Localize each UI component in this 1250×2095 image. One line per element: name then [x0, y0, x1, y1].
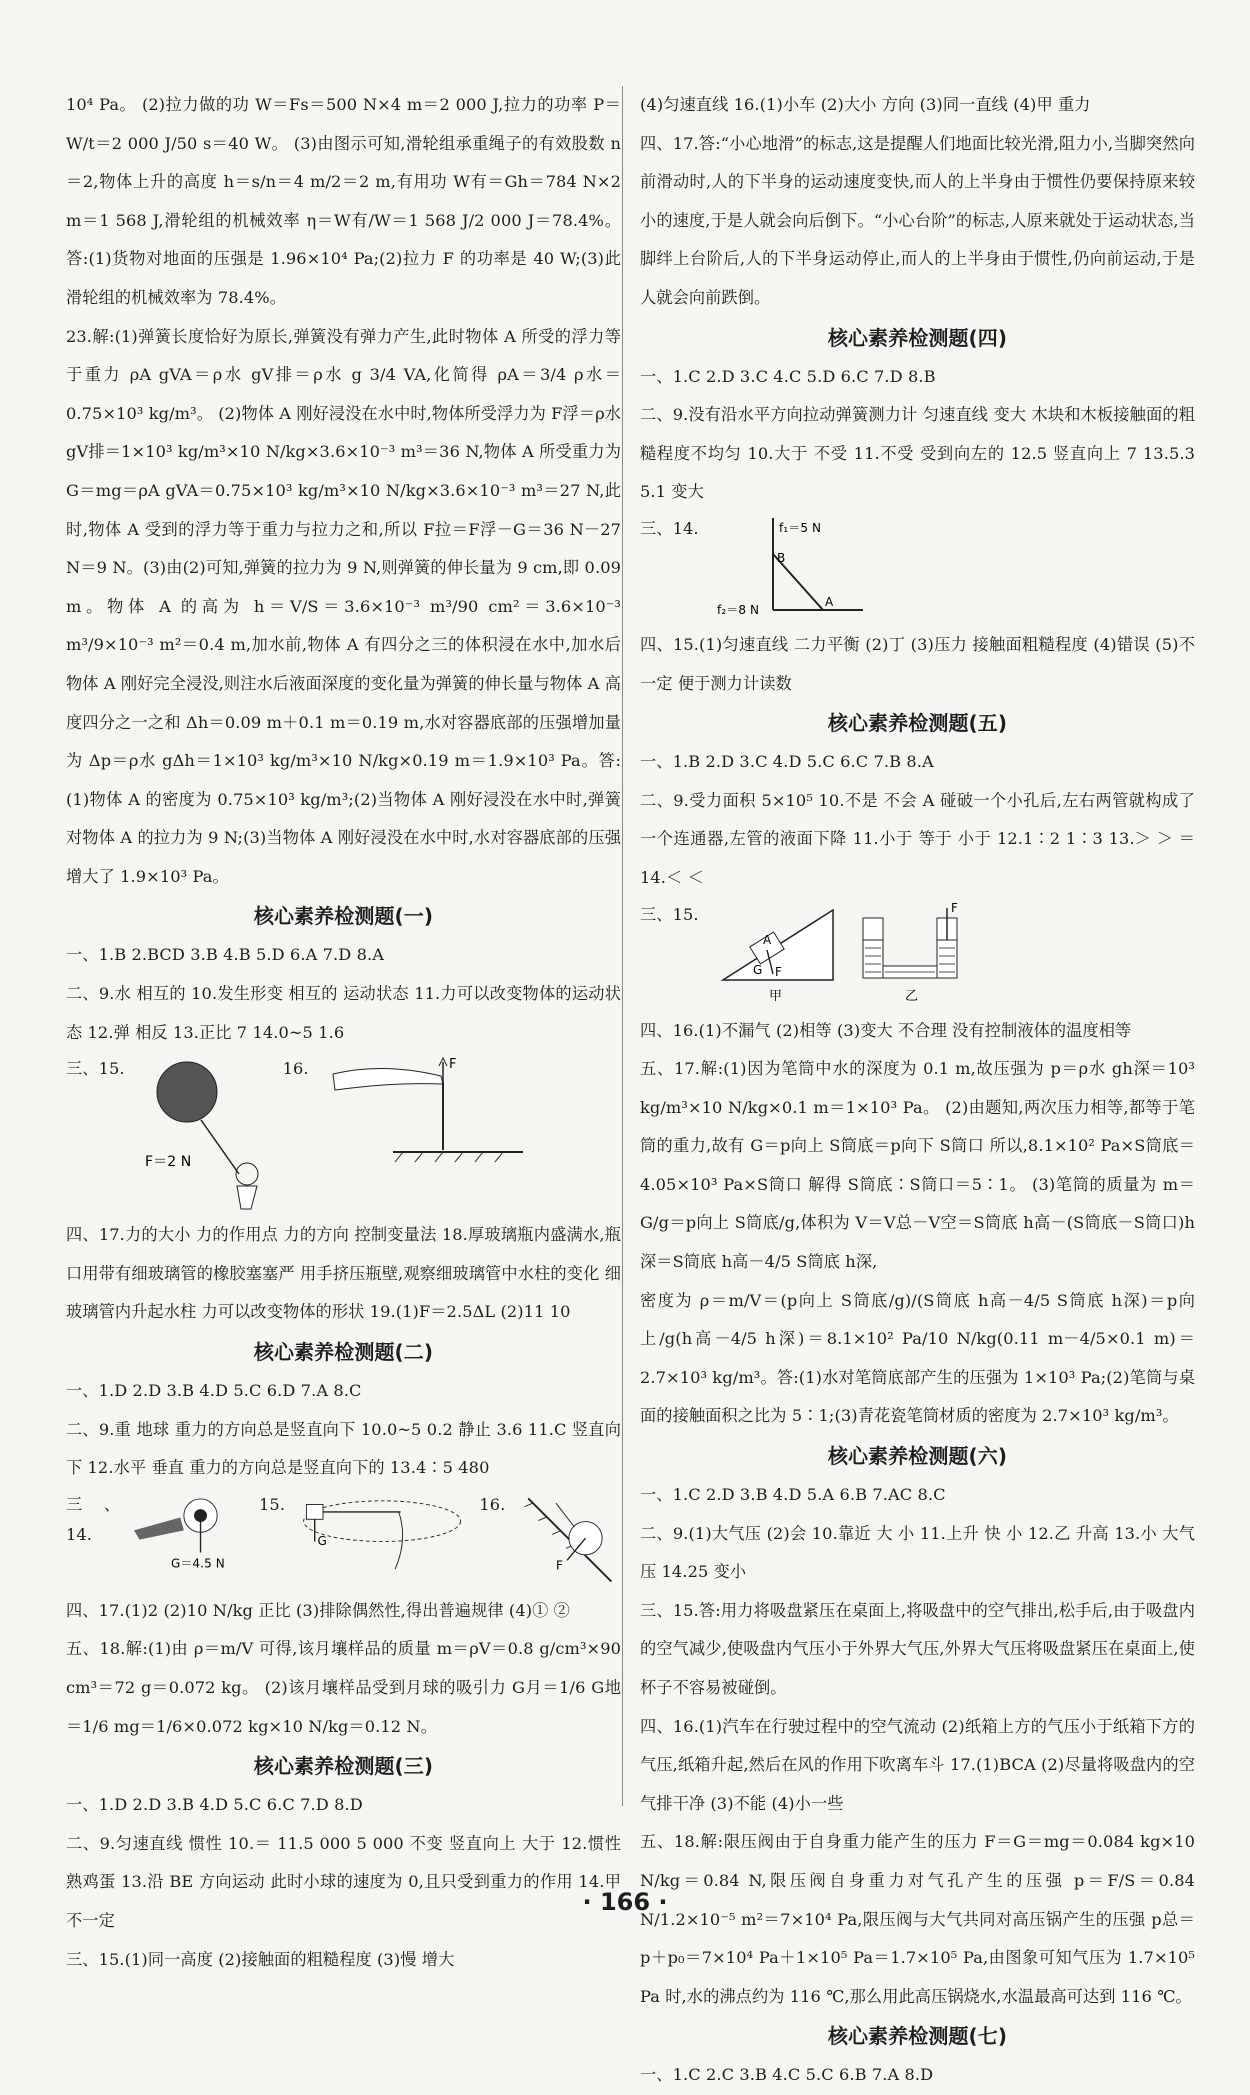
answer-line: 四、16.(1)不漏气 (2)相等 (3)变大 不合理 没有控制液体的温度相等 [640, 1020, 1132, 1040]
football-figure [134, 1490, 245, 1580]
answer-line: 二、9.受力面积 5×10⁵ 10.不是 不会 A 碰破一个小孔后,左右两管就构成了一个连通器,左管的液面下降 11.小于 等于 小于 12.1∶2 1∶3 13.＞ ＞ ＝ 14.＜ ＜ [640, 790, 1195, 887]
answer-line: 二、9.(1)大气压 (2)会 10.靠近 大 小 11.上升 快 小 12.乙 升高 13.小 大气压 14.25 变小 [640, 1523, 1195, 1582]
answer-line: 五、18.解:(1)由 ρ＝m/V 可得,该月壤样品的质量 m＝ρV＝0.8 g/cm³×90 cm³＝72 g＝0.072 kg。 (2)该月壤样品受到月球的吸引力 G月＝1/6 G地＝1/6 mg＝1/6×0.072 kg×10 N/kg＝0.12 N。 [66, 1639, 621, 1736]
figure-row [66, 1490, 621, 1590]
section-title: 核心素养检测题(四) [827, 325, 1008, 350]
answer-paragraph: 五、17.解:(1)因为笔筒中水的深度为 0.1 m,故压强为 p＝ρ水 gh深＝10³ kg/m³×10 N/kg×0.1 m＝1×10³ Pa。 (2)由题知,两次压力相等,都等于笔筒的重力,故有 G＝p向上 S筒底＝p向下 S筒口 所以,8.1×10² Pa×S筒底＝4.05×10³ Pa×S筒口 解得 S筒底∶S筒口＝5∶1。 (3)笔筒的质量为 m＝G/g＝p向上 S筒底/g,体积为 V＝V总－V空＝S筒底 h高－(S筒底－S筒口)h深＝S筒底 h高－4/5 S筒底 h深, [640, 1059, 1195, 1272]
answer-line: 一、1.C 2.D 3.B 4.D 5.A 6.B 7.AC 8.C [640, 1485, 946, 1505]
figure-label: 16. [282, 1059, 309, 1079]
answer-line: 一、1.C 2.D 3.C 4.C 5.D 6.C 7.D 8.B [640, 366, 936, 386]
answer-line: 二、9.没有沿水平方向拉动弹簧测力计 匀速直线 变大 木块和木板接触面的粗糙程度不均匀 10.大于 不受 11.不受 受到向左的 12.5 竖直向上 7 13.5.3 5.1 变大 [640, 405, 1195, 502]
figure-caption: 甲 [768, 988, 782, 1004]
section-title: 核心素养检测题(五) [827, 711, 1008, 736]
force-label: F [950, 900, 958, 915]
section-title: 核心素养检测题(二) [253, 1340, 434, 1365]
figure-caption: 乙 [904, 988, 918, 1004]
section-title: 核心素养检测题(三) [253, 1754, 434, 1779]
answer-paragraph: 四、16.(1)汽车在行驶过程中的空气流动 (2)纸箱上方的气压小于纸箱下方的气压,纸箱升起,然后在风的作用下吹离车斗 17.(1)BCA (2)尽量将吸盘内的空气排干净 (3)不能 (4)小一些 [640, 1716, 1195, 1813]
gravity-label: G [317, 1533, 327, 1548]
balloon-girl-figure [139, 1054, 269, 1214]
left-column [66, 86, 621, 1979]
page-number: · 166 · [582, 1888, 668, 1916]
answer-paragraph: 四、17.答:“小心地滑”的标志,这是提醒人们地面比较光滑,阻力小,当脚突然向前滑动时,人的下半身的运动速度变快,而人的上半身由于惯性仍要保持原来较小的速度,于是人就会向后倒下。“小心台阶”的标志,人原来就处于运动状态,当脚绊上台阶后,人的下半身运动停止,而人的上半身由于惯性,仍向前运动,于是人就会向前跌倒。 [640, 133, 1195, 307]
section-title: 核心素养检测题(七) [827, 2024, 1008, 2049]
answer-line: 四、17.(1)2 (2)10 N/kg 正比 (3)排除偶然性,得出普遍规律 (4)① ② [66, 1600, 570, 1620]
connected-vessel-figure [857, 900, 967, 1010]
figure-label: 三、14. [640, 518, 699, 538]
figure-row [640, 900, 1195, 1010]
answer-line: (4)匀速直线 16.(1)小车 (2)大小 方向 (3)同一直线 (4)甲 重力 [640, 95, 1091, 114]
answer-paragraph: 10⁴ Pa。 (2)拉力做的功 W＝Fs＝500 N×4 m＝2 000 J,拉力的功率 P＝W/t＝2 000 J/50 s＝40 W。 (3)由图示可知,滑轮组承重绳子的有效股数 n＝2,物体上升的高度 h＝s/n＝4 m/2＝2 m,有用功 W有＝Gh＝784 N×2 m＝1 568 J,滑轮组的机械效率 η＝W有/W＝1 568 J/2 000 J＝78.4%。答:(1)货物对地面的压强是 1.96×10⁴ Pa;(2)拉力 F 的功率是 40 W;(3)此滑轮组的机械效率为 78.4%。 [66, 95, 621, 307]
figure-row [640, 514, 1195, 624]
force-label: F＝2 N [144, 1154, 192, 1171]
friction-label: f₂＝8 N [716, 602, 759, 617]
point-label: A [824, 594, 833, 609]
answer-line: 三、15.(1)同一高度 (2)接触面的粗糙程度 (3)慢 增大 [66, 1949, 455, 1969]
answer-line: 一、1.D 2.D 3.B 4.D 5.C 6.C 7.D 8.D [66, 1795, 363, 1815]
answer-line: 一、1.B 2.D 3.C 4.D 5.C 6.C 7.B 8.A [640, 752, 934, 772]
friction-label: f₁＝5 N [778, 520, 821, 535]
answer-paragraph: 密度为 ρ＝m/V＝(p向上 S筒底/g)/(S筒底 h高－4/5 S筒底 h深)＝p向上/g(h高－4/5 h深)＝8.1×10² Pa/10 N/kg(0.11 m－4/5×0.1 m)＝2.7×10³ kg/m³。答:(1)水对笔筒底部产生的压强为 1×10³ Pa;(2)笔筒与桌面的接触面积之比为 5∶1;(3)青花瓷笔筒材质的密度为 2.7×10³ kg/m³。 [640, 1290, 1195, 1426]
figure-label: 三、15. [66, 1059, 125, 1079]
answer-line: 二、9.水 相互的 10.发生形变 相互的 运动状态 11.力可以改变物体的运动状态 12.弹 相反 13.正比 7 14.0~5 1.6 [66, 984, 621, 1042]
answer-line: 四、17.力的大小 力的作用点 力的方向 控制变量法 18.厚玻璃瓶内盛满水,瓶口用带有细玻璃管的橡胶塞塞严 用手挤压瓶壁,观察细玻璃管中水柱的变化 细玻璃管内升起水柱 力可以改变物体的形状 19.(1)F＝2.5ΔL (2)11 10 [66, 1225, 621, 1322]
answer-paragraph: 23.解:(1)弹簧长度恰好为原长,弹簧没有弹力产生,此时物体 A 所受的浮力等于重力 ρA gVA＝ρ水 gV排＝ρ水 g 3/4 VA,化简得 ρA＝3/4 ρ水＝0.75×10³ kg/m³。 (2)物体 A 刚好浸没在水中时,物体所受浮力为 F浮＝ρ水 gV排＝1×10³ kg/m³×10 N/kg×3.6×10⁻³ m³＝36 N,物体 A 所受重力为 G＝mg＝ρA gVA＝0.75×10³ kg/m³×10 N/kg×3.6×10⁻³ m³＝27 N,此时,物体 A 受到的浮力等于重力与拉力之和,所以 F拉＝F浮－G＝36 N－27 N＝9 N。(3)由(2)可知,弹簧的拉力为 9 N,则弹簧的伸长量为 9 cm,即 0.09 m。物体 A 的高为 h＝V/S＝3.6×10⁻³ m³/90 cm²＝3.6×10⁻³ m³/9×10⁻³ m²＝0.4 m,加水前,物体 A 有四分之三的体积浸在水中,加水后物体 A 刚好完全浸没,则注水后液面深度的变化量为弹簧的伸长量与物体 A 高度四分之一之和 Δh＝0.09 m＋0.1 m＝0.19 m,水对容器底部的压强增加量为 Δp＝ρ水 gΔh＝1×10³ kg/m³×10 N/kg×0.19 m＝1.9×10³ Pa。答:(1)物体 A 的密度为 0.75×10³ kg/m³;(2)当物体 A 刚好浸没在水中时,弹簧对物体 A 的拉力为 9 N;(3)当物体 A 刚好浸没在水中时,水对容器底部的压强增大了 1.9×10³ Pa。 [66, 326, 621, 886]
answer-line: 一、1.C 2.C 3.B 4.C 5.C 6.B 7.A 8.D [640, 2065, 934, 2085]
figure-label: 16. [479, 1494, 506, 1514]
swing-figure [299, 1490, 465, 1580]
ladder-friction-figure [713, 514, 873, 624]
right-column [640, 86, 1195, 2095]
point-label: A [762, 932, 771, 947]
answer-line: 一、1.B 2.BCD 3.B 4.B 5.D 6.A 7.D 8.A [66, 945, 385, 965]
answer-paragraph: 三、15.答:用力将吸盘紧压在桌面上,将吸盘中的空气排出,松手后,由于吸盘内的空气减少,使吸盘内气压小于外界大气压,外界大气压将吸盘紧压在桌面上,使杯子不容易被碰倒。 [640, 1600, 1195, 1697]
answer-line: 一、1.D 2.D 3.B 4.D 5.C 6.D 7.A 8.C [66, 1381, 362, 1401]
force-label: F [556, 1558, 564, 1573]
point-label: B [776, 550, 785, 565]
force-label: F [448, 1057, 457, 1073]
figure-label: 三、15. [640, 904, 699, 924]
figure-row [66, 1054, 621, 1214]
section-title: 核心素养检测题(六) [827, 1444, 1008, 1469]
force-label: F [774, 964, 782, 979]
gravity-label: G＝4.5 N [171, 1556, 225, 1571]
answer-line: 二、9.重 地球 重力的方向总是竖直向下 10.0~5 0.2 静止 3.6 11.C 竖直向下 12.水平 垂直 重力的方向总是竖直向下的 13.4∶5 480 [66, 1419, 621, 1478]
answer-line: 四、15.(1)匀速直线 二力平衡 (2)丁 (3)压力 接触面粗糙程度 (4)错误 (5)不一定 便于测力计读数 [640, 634, 1195, 693]
answer-line: 二、9.匀速直线 惯性 10.＝ 11.5 000 5 000 不变 竖直向上 大于 12.惯性 熟鸡蛋 13.沿 BE 方向运动 此时小球的速度为 0,且只受到重力的作用 14.甲 不一定 [66, 1833, 621, 1930]
figure-label: 三、14. [66, 1494, 121, 1544]
incline-block-figure [713, 900, 843, 1010]
section-title: 核心素养检测题(一) [253, 904, 434, 929]
finger-press-figure [323, 1054, 533, 1164]
column-divider [622, 86, 623, 1806]
ball-on-slope-figure [519, 1490, 621, 1590]
figure-label: 15. [259, 1494, 286, 1514]
force-label: G [752, 962, 763, 977]
answer-paragraph: 五、18.解:限压阀由于自身重力能产生的压力 F＝G＝mg＝0.084 kg×10 N/kg＝0.84 N,限压阀自身重力对气孔产生的压强 p＝F/S＝0.84 N/1.2×10⁻⁵ m²＝7×10⁴ Pa,限压阀与大气共同对高压锅产生的压强 p总＝p＋p₀＝7×10⁴ Pa＋1×10⁵ Pa＝1.7×10⁵ Pa,由图象可知气压为 1.7×10⁵ Pa 时,水的沸点约为 116 ℃,那么用此高压锅烧水,水温最高可达到 116 ℃。 [640, 1832, 1195, 2006]
